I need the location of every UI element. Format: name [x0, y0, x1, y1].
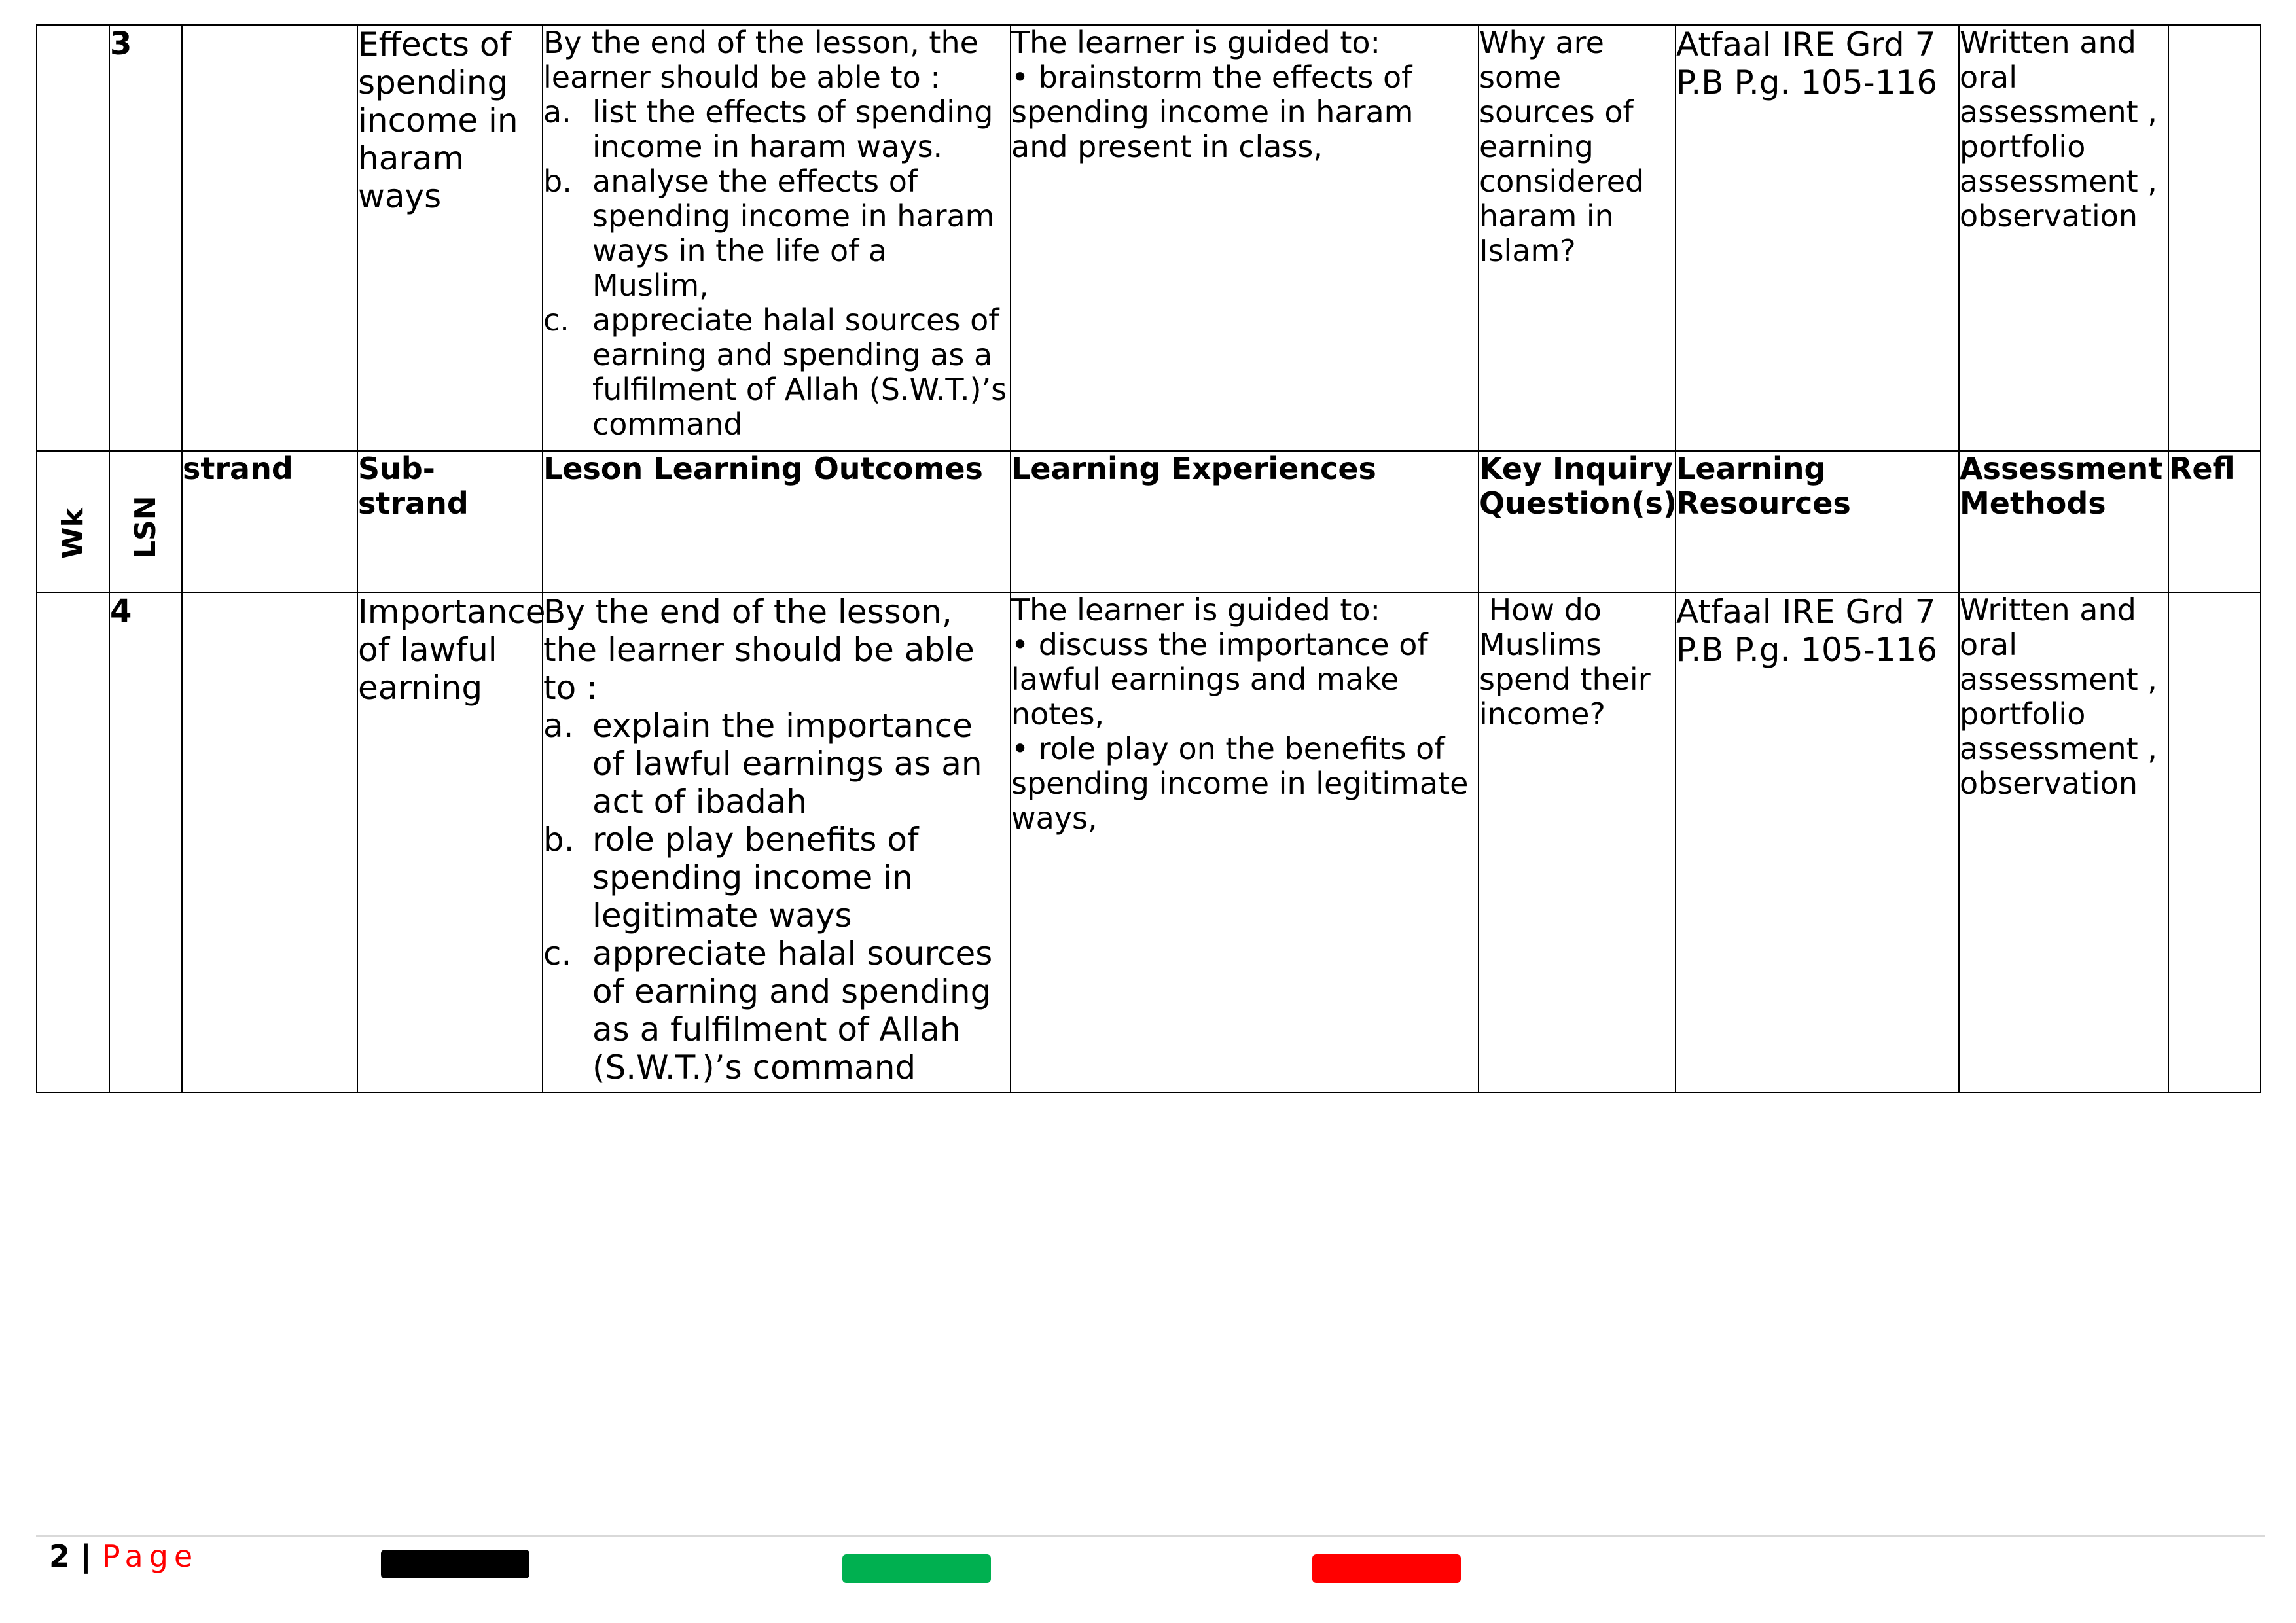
- outcomes-intro: By the end of the lesson, the learner should be able to :: [543, 25, 978, 95]
- table-row: [37, 592, 2261, 1092]
- list-item: [543, 95, 1010, 164]
- learning-outcomes-cell: [543, 25, 1011, 451]
- learning-experiences-cell: [1011, 25, 1479, 451]
- experience-item: • brainstorm the effects of spending income in haram and present in class,: [1011, 60, 1414, 164]
- lesson-number: 4: [109, 592, 182, 1092]
- strand-cell: [182, 592, 357, 1092]
- green-color-bar: [842, 1554, 991, 1583]
- experiences-intro: The learner is guided to:: [1011, 25, 1381, 60]
- learning-outcomes-cell: [543, 592, 1011, 1092]
- wk-cell: [37, 25, 109, 451]
- page-number: 2: [49, 1539, 71, 1574]
- list-item-text: list the effects of spending income in haram ways.: [592, 94, 994, 164]
- outcomes-list: [543, 707, 1010, 1086]
- outcomes-list: [543, 95, 1010, 442]
- header-sub-strand: Sub-strand: [357, 451, 543, 592]
- list-item: [543, 821, 1010, 935]
- scheme-of-work-table: [36, 24, 2261, 1093]
- list-item-text: appreciate halal sources of earning and spending as a fulfilment of Allah (S.W.T.)’s command: [592, 935, 993, 1086]
- black-color-bar: [381, 1550, 529, 1578]
- page-footer: [49, 1538, 198, 1575]
- header-key-inquiry: Key Inquiry Question(s): [1479, 451, 1676, 592]
- list-item-text: explain the importance of lawful earnings as an act of ibadah: [592, 707, 982, 821]
- red-color-bar: [1312, 1554, 1461, 1583]
- table-row: [37, 25, 2261, 451]
- header-lsn-label: LSN: [128, 495, 162, 559]
- assessment-methods-cell: Written and oral assessment , portfolio assessment , observation: [1959, 25, 2168, 451]
- page-word: Page: [101, 1539, 199, 1574]
- list-marker: c.: [543, 302, 569, 338]
- list-item-text: role play benefits of spending income in legitimate ways: [592, 821, 919, 935]
- experience-item: • discuss the importance of lawful earnings and make notes,: [1011, 627, 1428, 732]
- list-marker: b.: [543, 164, 572, 199]
- header-assessment-methods: Assessment Methods: [1959, 451, 2168, 592]
- list-item-text: analyse the effects of spending income in haram ways in the life of a Muslim,: [592, 164, 995, 303]
- footer-divider: [36, 1535, 2265, 1537]
- list-item: [543, 164, 1010, 303]
- header-lsn: [109, 451, 182, 592]
- lesson-number: 3: [109, 25, 182, 451]
- header-strand: strand: [182, 451, 357, 592]
- sub-strand-cell: Importance of lawful earning: [357, 592, 543, 1092]
- learning-experiences-cell: [1011, 592, 1479, 1092]
- header-reflection: Refl: [2168, 451, 2261, 592]
- experiences-intro: The learner is guided to:: [1011, 592, 1381, 628]
- wk-cell: [37, 592, 109, 1092]
- list-item: [543, 935, 1010, 1086]
- reflection-cell: [2168, 592, 2261, 1092]
- list-marker: c.: [543, 935, 572, 972]
- key-inquiry-cell: How do Muslims spend their income?: [1479, 592, 1676, 1092]
- page-separator: |: [70, 1539, 102, 1574]
- learning-resources-cell: Atfaal IRE Grd 7 P.B P.g. 105-116: [1676, 25, 1959, 451]
- list-item: [543, 707, 1010, 821]
- list-marker: a.: [543, 94, 571, 130]
- list-item: [543, 303, 1010, 442]
- outcomes-intro: By the end of the lesson, the learner should be able to :: [543, 593, 975, 707]
- learning-resources-cell: Atfaal IRE Grd 7 P.B P.g. 105-116: [1676, 592, 1959, 1092]
- list-item-text: appreciate halal sources of earning and spending as a fulfilment of Allah (S.W.T.)’s command: [592, 302, 1007, 442]
- sub-strand-cell: Effects of spending income in haram ways: [357, 25, 543, 451]
- strand-cell: [182, 25, 357, 451]
- list-marker: b.: [543, 821, 575, 859]
- key-inquiry-cell: Why are some sources of earning considered haram in Islam?: [1479, 25, 1676, 451]
- assessment-methods-cell: Written and oral assessment , portfolio assessment , observation: [1959, 592, 2168, 1092]
- header-wk-label: Wk: [56, 508, 90, 559]
- header-wk: [37, 451, 109, 592]
- header-learning-outcomes: Leson Learning Outcomes: [543, 451, 1011, 592]
- table-header-row: [37, 451, 2261, 592]
- experience-item: • role play on the benefits of spending income in legitimate ways,: [1011, 731, 1469, 836]
- header-learning-experiences: Learning Experiences: [1011, 451, 1479, 592]
- list-marker: a.: [543, 707, 574, 745]
- header-learning-resources: Learning Resources: [1676, 451, 1959, 592]
- reflection-cell: [2168, 25, 2261, 451]
